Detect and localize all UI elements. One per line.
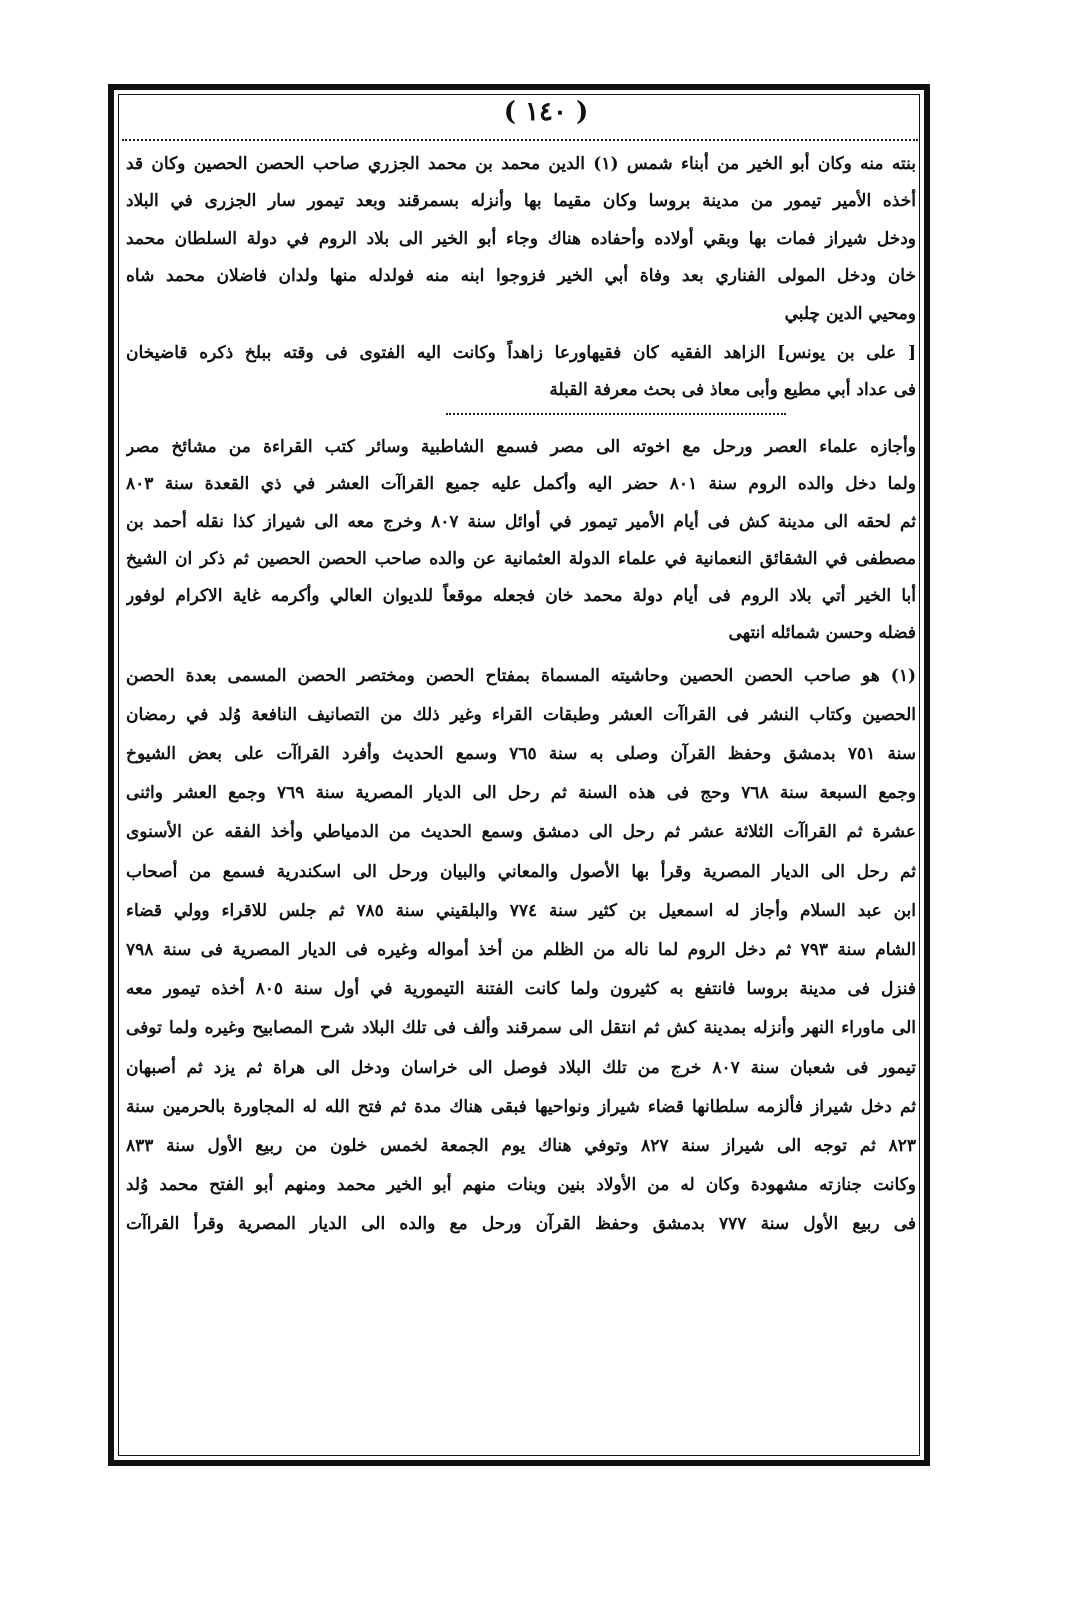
- biography-continuation: [126, 146, 916, 333]
- text-line: ثم دخل شيراز فألزمه سلطانها قضاء شيراز ونواحيها فبقى هناك مدة ثم فتح الله له المجاورة بالحرمين سنة: [126, 1096, 916, 1117]
- section-divider: [446, 413, 786, 421]
- text-line: ومحيي الدين چلبي: [784, 303, 916, 324]
- text-line: بنته منه وكان أبو الخير من أبناء شمس (١) الدين محمد بن محمد الجزري صاحب الحصن الحصين وكان قد: [126, 154, 916, 174]
- footnote-1: [126, 657, 916, 1245]
- text-line: أبا الخير أتي بلاد الروم فى أيام دولة محمد خان فجعله موقعاً للديوان العالي وأكرمه غاية الاكرام لوفور: [126, 586, 916, 607]
- text-line: وجمع السبعة سنة ٧٦٨ وحج فى هذه السنة ثم رحل الى الديار المصرية سنة ٧٦٩ وجمع العشر واثنى: [126, 783, 916, 804]
- text-line: [ على بن يونس] الزاهد الفقيه كان فقيهاورعا زاهداً وكانت اليه الفتوى فى وقته ببلخ ذكره قاضيخان: [126, 342, 916, 363]
- text-line: تيمور فى شعبان سنة ٨٠٧ خرج من تلك البلاد فوصل الى خراسان ودخل الى هراة ثم يزد ثم أصبهان: [126, 1057, 916, 1078]
- text-line: ودخل شيراز فمات بها وبقي أولاده وأحفاده هناك وجاء أبو الخير الى بلاد الروم في دولة السلطان محمد: [126, 228, 916, 249]
- text-line: ابن عبد السلام وأجاز له اسمعيل بن كثير سنة ٧٧٤ والبلقيني سنة ٧٨٥ ثم جلس للاقراء وولي قضاء: [126, 900, 916, 921]
- page-number: ( ١٤٠ ): [503, 97, 589, 127]
- text-line: ٨٢٣ ثم توجه الى شيراز سنة ٨٢٧ وتوفي هناك يوم الجمعة لخمس خلون من ربيع الأول سنة ٨٣٣: [126, 1135, 916, 1156]
- text-line: فى عداد أبي مطيع وأبى معاذ فى بحث معرفة القبلة: [549, 379, 916, 400]
- text-line: فضله وحسن شمائله انتهى: [728, 623, 916, 644]
- text-line: أخذه الأمير تيمور من مدينة بروسا وكان مقيما بها وأنزله بسمرقند وبعد تيمور سار الجزرى في البلاد: [126, 191, 916, 212]
- text-line: الحصين وكتاب النشر فى القراآت العشر وطبقات القراء وغير ذلك من التصانيف النافعة وُلد في رمضان: [126, 704, 916, 725]
- entry-ali-bin-yunus: [126, 335, 916, 409]
- text-line: الشام سنة ٧٩٣ ثم دخل الروم لما ناله من الظلم من أخذ أمواله وغيره فى الديار المصرية فى سنة ٧٩٨: [126, 940, 916, 961]
- text-line: ثم لحقه الى مدينة كش فى أيام الأمير تيمور في أوائل سنة ٨٠٧ وخرج معه الى شيراز كذا نقله أحمد بن: [126, 511, 916, 532]
- text-line: ولما دخل والده الروم سنة ٨٠١ حضر اليه وأكمل عليه جميع القراآت العشر في ذي القعدة سنة ٨٠٣: [126, 474, 916, 495]
- text-line: سنة ٧٥١ بدمشق وحفظ القرآن وصلى به سنة ٧٦٥ وسمع الحديث وأفرد القراآت على بعض الشيوخ: [126, 744, 916, 765]
- text-line: ثم رحل الى الديار المصرية وقرأ بها الأصول والمعاني والبيان ورحل الى اسكندرية فسمع من أصحاب: [126, 861, 916, 882]
- text-line: الى ماوراء النهر وأنزله بمدينة كش ثم انتقل الى سمرقند وألف فى تلك البلاد شرح المصابيح وغيره ولما توفى: [126, 1018, 916, 1039]
- text-line: عشرة ثم القراآت الثلاثة عشر ثم رحل الى دمشق وسمع الحديث من الدمياطي وأخذ الفقه عن الأسنوى: [126, 822, 916, 843]
- text-line: وكانت جنازته مشهودة وكان له من الأولاد بنين وبنات منهم أبو الخير محمد ومنهم أبو الفتح محمد وُلد: [126, 1175, 916, 1196]
- marginal-note: [126, 429, 916, 653]
- text-line: (١) هو صاحب الحصن الحصين وحاشيته المسماة بمفتاح الحصن ومختصر الحصن المسمى بعدة الحصن: [126, 665, 916, 686]
- page-text: [126, 146, 916, 1245]
- text-line: خان ودخل المولى الفناري بعد وفاة أبي الخير فزوجوا ابنه منه فولدله منها ولدان فاضلان محمد شاه: [126, 266, 916, 287]
- header-rule: [122, 139, 918, 141]
- text-line: فى ربيع الأول سنة ٧٧٧ بدمشق وحفظ القرآن ورحل مع والده الى الديار المصرية وقرأ القراآت: [126, 1214, 916, 1235]
- text-line: مصطفى في الشقائق النعمانية في علماء الدولة العثمانية عن والده صاحب الحصن الحصين ثم ذكر ان الشيخ: [126, 548, 916, 569]
- text-line: وأجازه علماء العصر ورحل مع اخوته الى مصر فسمع الشاطبية وسائر كتب القراءة من مشائخ مصر: [126, 436, 916, 457]
- text-line: فنزل فى مدينة بروسا فانتفع به كثيرون ولما كانت الفتنة التيمورية في أول سنة ٨٠٥ أخذه تيمور معه: [126, 979, 916, 1000]
